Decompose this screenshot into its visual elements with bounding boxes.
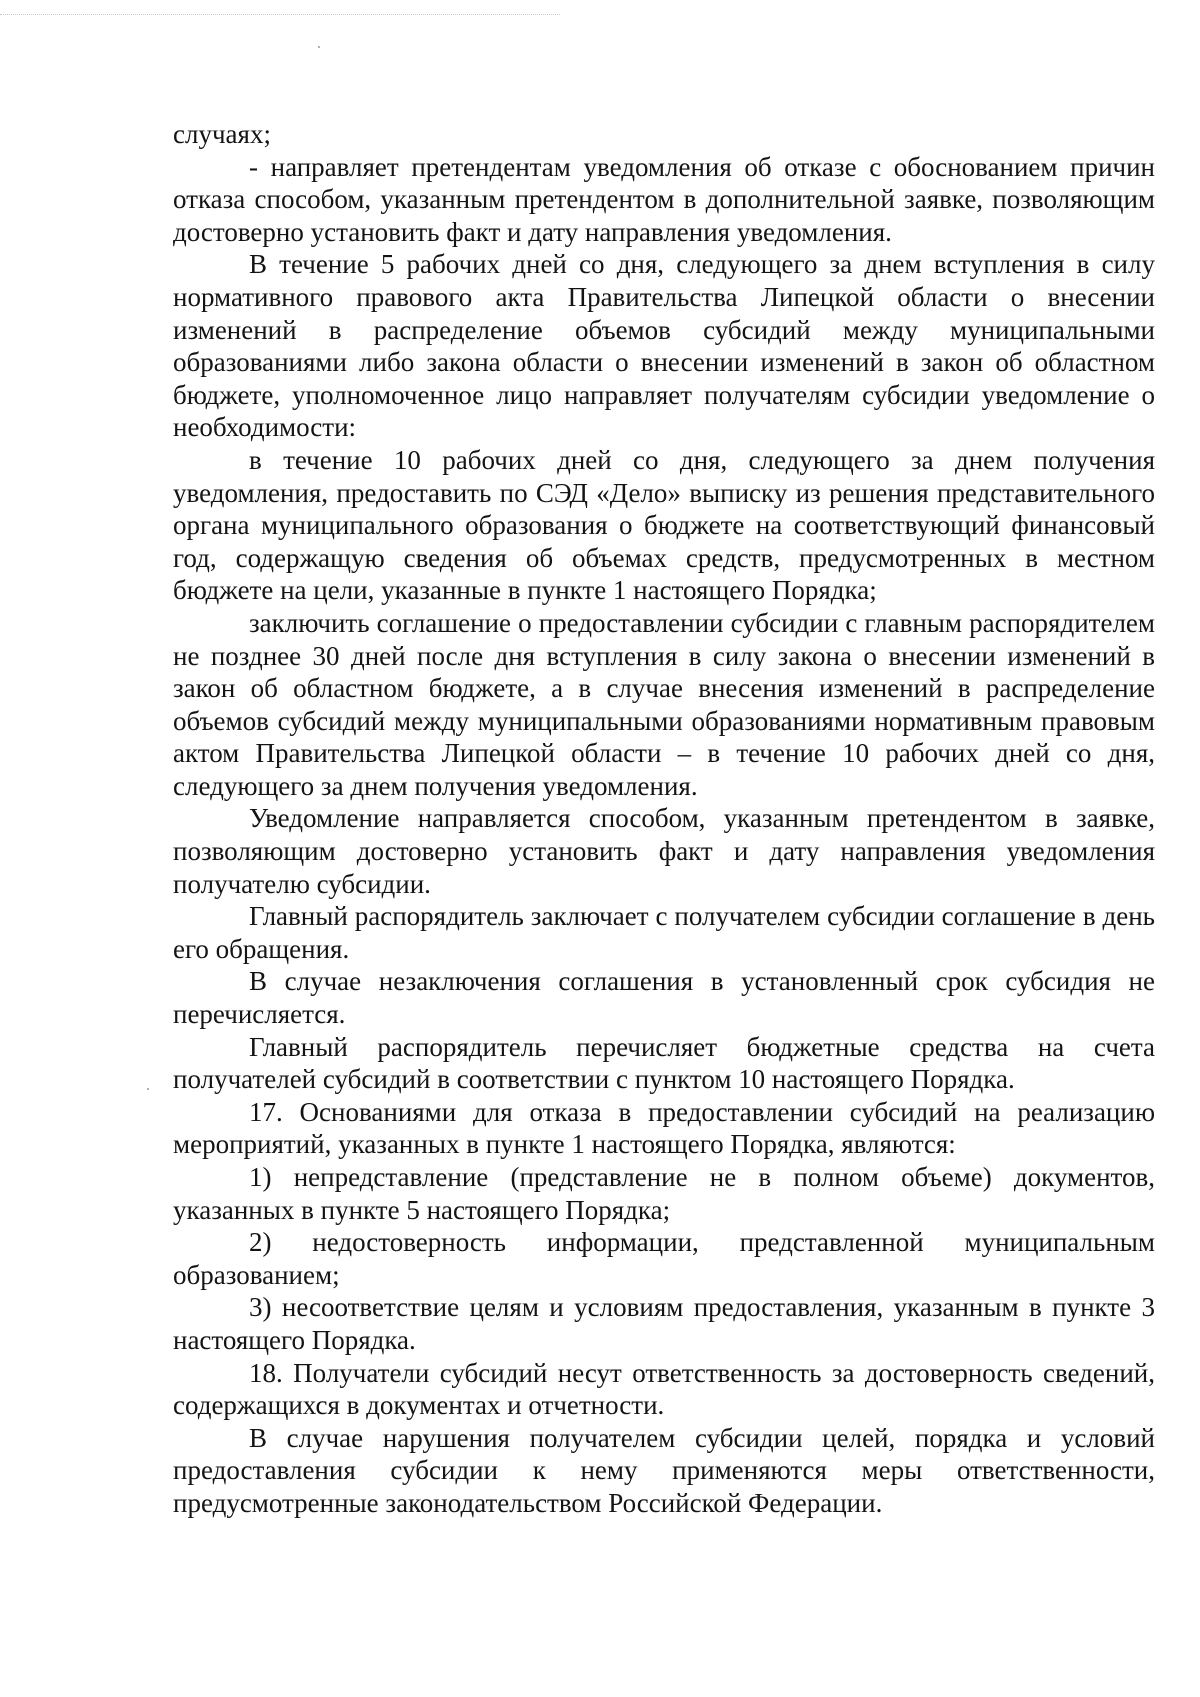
- paragraph: случаях;: [173, 119, 271, 149]
- scan-speck: [318, 46, 320, 48]
- scan-speck: [147, 1088, 149, 1090]
- scan-edge-line: [0, 14, 560, 15]
- paragraph: Главный распорядитель перечисляет бюджетные средства на счета получателей субсидий в соответствии с пунктом 10 настоящего Порядка.: [173, 1031, 1155, 1095]
- paragraph: 17. Основаниями для отказа в предоставлении субсидий на реализацию мероприятий, указанных в пункте 1 настоящего Порядка, являются:: [173, 1096, 1155, 1160]
- paragraph: В случае нарушения получателем субсидии целей, порядка и условий предоставления субсидии к нему применяются меры ответственности, предусмотренные законодательством Российской Федерации.: [173, 1422, 1155, 1518]
- paragraph: Главный распорядитель заключает с получателем субсидии соглашение в день его обращения.: [173, 901, 1155, 964]
- paragraph: В течение 5 рабочих дней со дня, следующего за днем вступления в силу нормативного правового акта Правительства Липецкой области о внесении изменений в распределение объемов субсидий между муниципальными образованиями либо закона области о внесении изменений в закон об областном бюджете, уполномоченное лицо направляет получателям субсидии уведомление о необходимости:: [173, 249, 1155, 443]
- paragraph: заключить соглашение о предоставлении субсидии с главным распорядителем не позднее 30 дней после дня вступления в силу закона о внесении изменений в закон об областном бюджете, а в случае внесения изменений в распределение объемов субсидий между муниципальными образованиями нормативным правовым актом Правительства Липецкой области – в течение 10 рабочих дней со дня, следующего за днем получения уведомления.: [173, 607, 1155, 801]
- paragraph: 18. Получатели субсидий несут ответственность за достоверность сведений, содержащихся в документах и отчетности.: [173, 1357, 1155, 1421]
- paragraph: 3) несоответствие целям и условиям предоставления, указанным в пункте 3 настоящего Порядка.: [173, 1292, 1155, 1355]
- paragraph: В случае незаключения соглашения в установленный срок субсидия не перечисляется.: [173, 966, 1155, 1030]
- paragraph: в течение 10 рабочих дней со дня, следующего за днем получения уведомления, предоставить по СЭД «Дело» выписку из решения представительного органа муниципального образования о бюджете на соответствующий финансовый год, содержащую сведения об объемах средств, предусмотренных в местном бюджете на цели, указанные в пункте 1 настоящего Порядка;: [173, 444, 1155, 606]
- paragraph: - направляет претендентам уведомления об отказе с обоснованием причин отказа способом, указанным претендентом в дополнительной заявке, позволяющим достоверно установить факт и дату направления уведомления.: [173, 151, 1155, 247]
- paragraph: 2) недостоверность информации, представленной муниципальным образованием;: [173, 1227, 1155, 1290]
- paragraph: Уведомление направляется способом, указанным претендентом в заявке, позволяющим достоверно установить факт и дату направления уведомления получателю субсидии.: [173, 803, 1155, 899]
- document-body: [173, 118, 1155, 1520]
- paragraph: 1) непредставление (представление не в полном объеме) документов, указанных в пункте 5 настоящего Порядка;: [173, 1162, 1155, 1225]
